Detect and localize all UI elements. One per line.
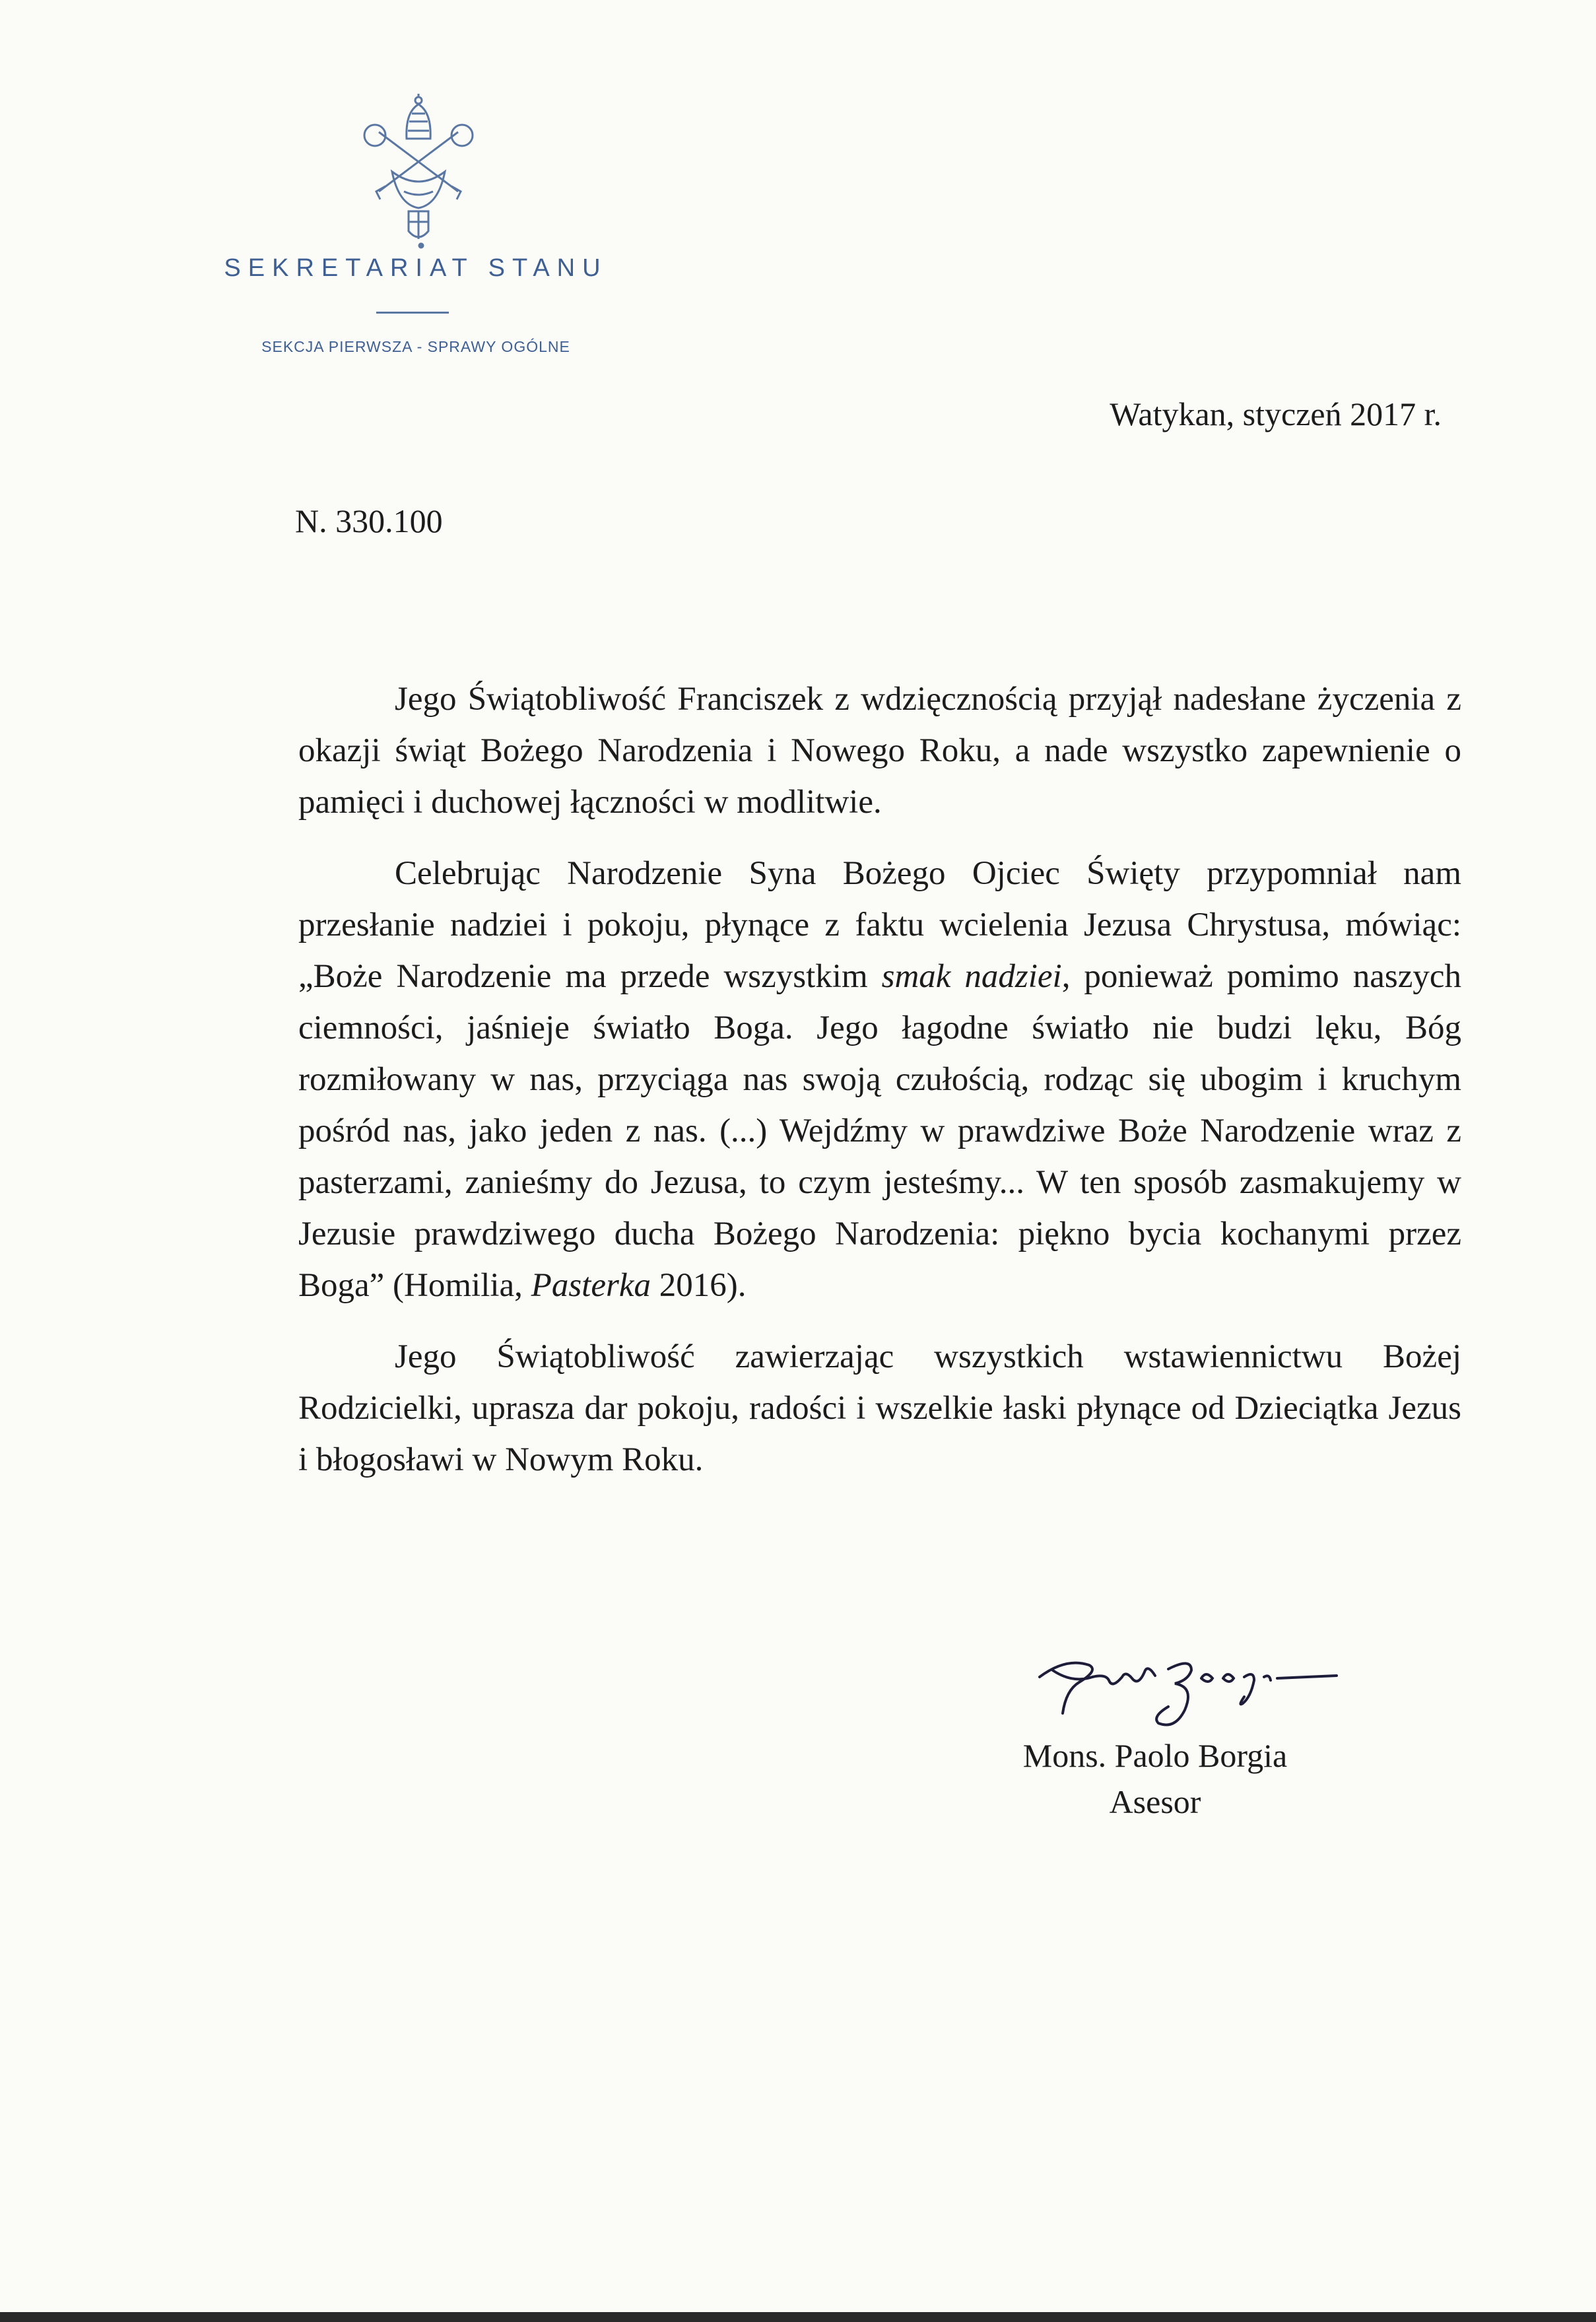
section-name: SEKCJA PIERWSZA - SPRAWY OGÓLNE bbox=[261, 338, 570, 355]
paragraph-2-emphasis: smak nadziei bbox=[881, 958, 1062, 995]
scan-bottom-edge bbox=[0, 2312, 1596, 2322]
reference-number: N. 330.100 bbox=[295, 502, 443, 539]
paragraph-2-text: Celebrując Narodzenie Syna Bożego Ojciec Święty przypomniał nam przesłanie nadziei i pokoju, płynące z faktu wcielenia Jezusa Chrystusa, mówiąc: „Boże Narodzenie ma przede wszystkim bbox=[298, 855, 1461, 995]
letterhead-divider bbox=[376, 312, 449, 314]
paragraph-2-emphasis: Pasterka bbox=[531, 1267, 651, 1304]
place-date: Watykan, styczeń 2017 r. bbox=[1110, 395, 1442, 432]
letter-body bbox=[298, 673, 1461, 1505]
organization-name: SEKRETARIAT STANU bbox=[224, 254, 608, 282]
handwritten-signature bbox=[1026, 1651, 1350, 1743]
paragraph-2-text: 2016). bbox=[650, 1267, 747, 1304]
letterhead bbox=[185, 92, 647, 370]
signer-title: Asesor bbox=[1109, 1783, 1201, 1820]
papal-coat-of-arms-icon bbox=[352, 92, 484, 251]
paragraph-2 bbox=[298, 848, 1461, 1311]
paragraph-1: Jego Świątobliwość Franciszek z wdzięcznością przyjął nadesłane życzenia z okazji świąt Bożego Narodzenia i Nowego Roku, a nade wszystko zapewnienie o pamięci i duchowej łączności w modlitwie. bbox=[298, 681, 1461, 821]
signer-name: Mons. Paolo Borgia bbox=[1022, 1737, 1288, 1774]
paragraph-3: Jego Świątobliwość zawierzając wszystkich wstawiennictwu Bożej Rodzicielki, uprasza dar pokoju, radości i wszelkie łaski płynące od Dzieciątka Jezus i błogosławi w Nowym Roku. bbox=[298, 1338, 1461, 1478]
paragraph-2-text: , ponieważ pomimo naszych ciemności, jaśnieje światło Boga. Jego łagodne światło nie budzi lęku, Bóg rozmiłowany w nas, przyciąga nas swoją czułością, rodząc się ubogim i kruchym pośród nas, jako jeden z nas. (...) Wejdźmy w prawdziwe Boże Narodzenie wraz z pasterzami, zanieśmy do Jezusa, to czym jesteśmy... W ten sposób zasmakujemy w Jezusie prawdziwego ducha Bożego Narodzenia: piękno bycia kochanymi przez Boga” (Homilia, bbox=[298, 958, 1461, 1304]
